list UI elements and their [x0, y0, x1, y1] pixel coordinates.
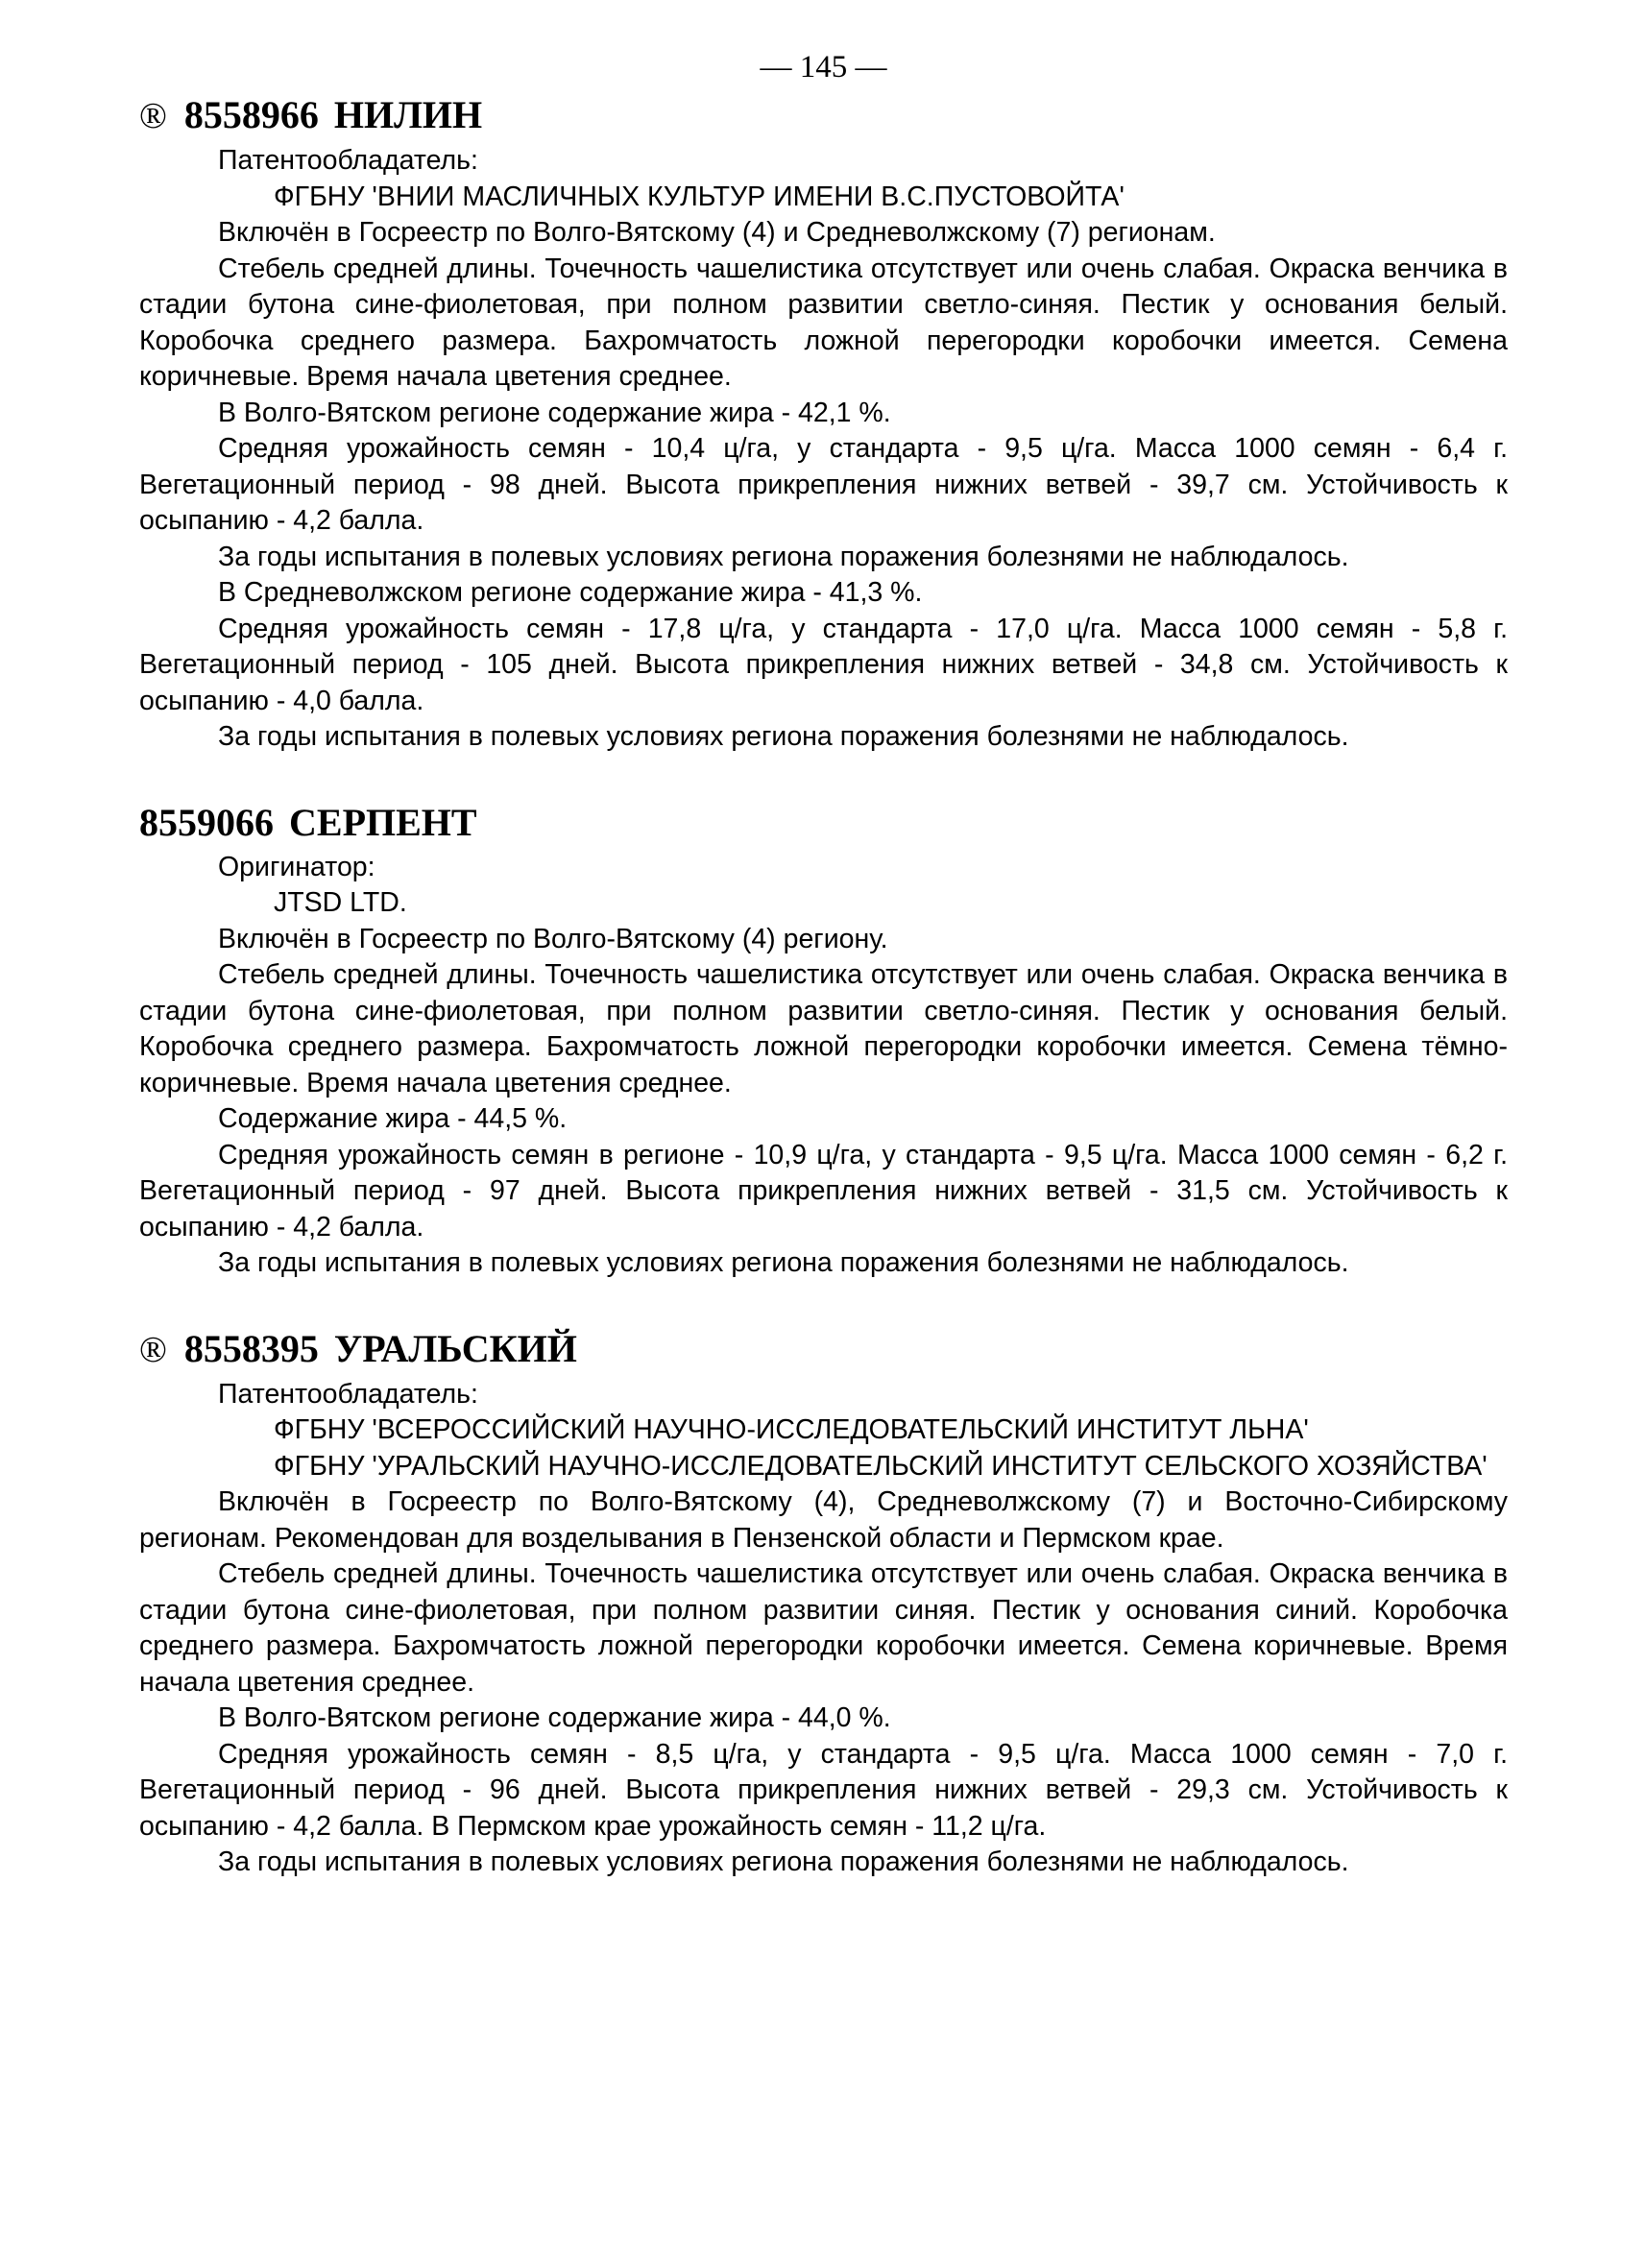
paragraph: За годы испытания в полевых условиях региона поражения болезнями не наблюдалось. [218, 1846, 1349, 1877]
entry-name: СЕРПЕНТ [289, 800, 477, 844]
entry-name: УРАЛЬСКИЙ [333, 1326, 577, 1370]
registered-mark: ® [139, 1329, 167, 1370]
entry-number: 8558395 [183, 1326, 319, 1370]
entry-title [139, 1326, 1508, 1373]
holder-label: Патентообладатель: [218, 1378, 478, 1410]
paragraph: В Средневолжском регионе содержание жира - 41,3 %. [218, 577, 923, 608]
originator-label: Оригинатор: [218, 851, 375, 882]
paragraph: В Волго-Вятском регионе содержание жира - 42,1 %. [218, 397, 891, 428]
paragraph: Включён в Госреестр по Волго-Вятскому (4) и Средневолжскому (7) регионам. [218, 217, 1216, 248]
paragraph: Стебель средней длины. Точечность чашелистика отсутствует или очень слабая. Окраска венчика в стадии бутона сине-фиолетовая, при полном развитии синяя. Пестик у основания синий. Коробочка среднего размера. Бахромчатость ложной перегородки коробочки имеется. Семена коричневые. Время начала цветения среднее. [139, 1558, 1508, 1698]
entry-number: 8558966 [183, 93, 319, 136]
entry-title [139, 800, 1508, 846]
originator-name: JTSD LTD. [274, 887, 407, 918]
paragraph: Стебель средней длины. Точечность чашелистика отсутствует или очень слабая. Окраска венчика в стадии бутона сине-фиолетовая, при полном развитии светло-синяя. Пестик у основания белый. Коробочка среднего размера. Бахромчатость ложной перегородки коробочки имеется. Семена коричневые. Время начала цветения среднее. [139, 253, 1508, 392]
paragraph: Средняя урожайность семян - 17,8 ц/га, у стандарта - 17,0 ц/га. Масса 1000 семян - 5,8 г. Вегетационный период - 105 дней. Высота прикрепления нижних ветвей - 34,8 см. Устойчивость к осыпанию - 4,0 балла. [139, 613, 1508, 716]
paragraph: Средняя урожайность семян - 10,4 ц/га, у стандарта - 9,5 ц/га. Масса 1000 семян - 6,4 г. Вегетационный период - 98 дней. Высота прикрепления нижних ветвей - 39,7 см. Устойчивость к осыпанию - 4,2 балла. [139, 433, 1508, 536]
entry-name: НИЛИН [333, 93, 483, 136]
paragraph: Включён в Госреестр по Волго-Вятскому (4) региону. [218, 923, 888, 954]
page-number: — 145 — [760, 50, 887, 84]
variety-entry [139, 92, 1508, 756]
paragraph: В Волго-Вятском регионе содержание жира - 44,0 %. [218, 1702, 891, 1733]
holder-name: ФГБНУ 'ВНИИ МАСЛИЧНЫХ КУЛЬТУР ИМЕНИ В.С.ПУСТОВОЙТА' [274, 181, 1125, 212]
paragraph: Средняя урожайность семян в регионе - 10,9 ц/га, у стандарта - 9,5 ц/га. Масса 1000 семян - 6,2 г. Вегетационный период - 97 дней. Высота прикрепления нижних ветвей - 31,5 см. Устойчивость к осыпанию - 4,2 балла. [139, 1139, 1508, 1243]
paragraph: Содержание жира - 44,5 %. [218, 1103, 568, 1134]
entry-number: 8559066 [139, 800, 274, 844]
registered-mark: ® [139, 96, 167, 136]
document-page [139, 48, 1508, 1925]
holder-label: Патентообладатель: [218, 145, 478, 176]
paragraph: За годы испытания в полевых условиях региона поражения болезнями не наблюдалось. [218, 1247, 1349, 1278]
variety-entry [139, 1326, 1508, 1881]
paragraph: За годы испытания в полевых условиях региона поражения болезнями не наблюдалось. [218, 541, 1349, 572]
holder-name: ФГБНУ 'УРАЛЬСКИЙ НАУЧНО-ИССЛЕДОВАТЕЛЬСКИЙ ИНСТИТУТ СЕЛЬСКОГО ХОЗЯЙСТВА' [274, 1450, 1488, 1482]
paragraph: За годы испытания в полевых условиях региона поражения болезнями не наблюдалось. [218, 721, 1349, 752]
paragraph: Включён в Госреестр по Волго-Вятскому (4), Средневолжскому (7) и Восточно-Сибирскому регионам. Рекомендован для возделывания в Пензенской области и Пермском крае. [139, 1486, 1508, 1554]
paragraph: Средняя урожайность семян - 8,5 ц/га, у стандарта - 9,5 ц/га. Масса 1000 семян - 7,0 г. Вегетационный период - 96 дней. Высота прикрепления нижних ветвей - 29,3 см. Устойчивость к осыпанию - 4,2 балла. В Пермском крае урожайность семян - 11,2 ц/га. [139, 1738, 1508, 1842]
entry-title [139, 92, 1508, 139]
holder-name: ФГБНУ 'ВСЕРОССИЙСКИЙ НАУЧНО-ИССЛЕДОВАТЕЛЬСКИЙ ИНСТИТУТ ЛЬНА' [274, 1414, 1309, 1445]
paragraph: Стебель средней длины. Точечность чашелистика отсутствует или очень слабая. Окраска венчика в стадии бутона сине-фиолетовая, при полном развитии светло-синяя. Пестик у основания белый. Коробочка среднего размера. Бахромчатость ложной перегородки коробочки имеется. Семена тёмно-коричневые. Время начала цветения среднее. [139, 959, 1508, 1098]
variety-entry [139, 800, 1508, 1282]
